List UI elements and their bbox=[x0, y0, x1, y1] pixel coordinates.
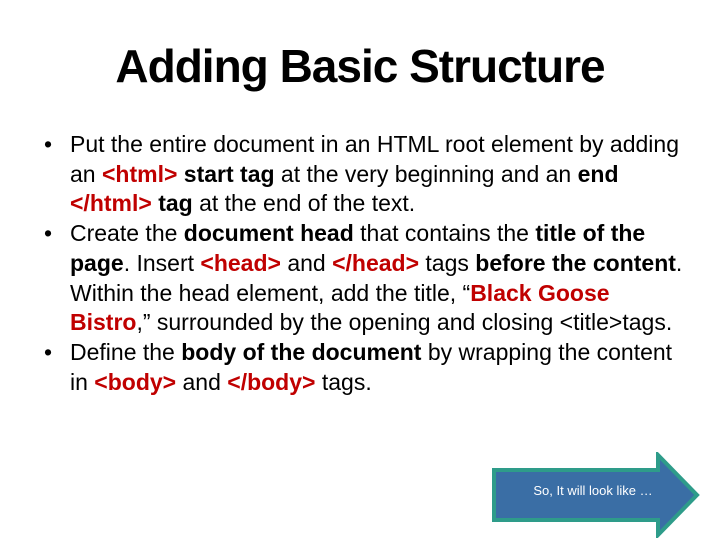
bullet-text-segment: by wrapping the content in bbox=[70, 338, 673, 395]
bullet-text-segment: <head> bbox=[200, 249, 281, 276]
bullet-text-segment: Create the bbox=[70, 220, 184, 247]
bullet-text-segment: end bbox=[577, 160, 619, 187]
bullet-text-segment: ,” surrounded by the opening and closing <title>tags. bbox=[136, 309, 673, 336]
bullet-text-segment: </head> bbox=[332, 249, 420, 276]
bullet-text-segment: </body> bbox=[227, 368, 316, 395]
bullet-text-segment: Define the bbox=[70, 338, 182, 365]
bullet-text-segment: that contains the bbox=[353, 220, 536, 247]
bullet-text-segment: document head bbox=[183, 220, 354, 247]
slide-title: Adding Basic Structure bbox=[115, 40, 605, 92]
bullet-text-segment: </html> bbox=[70, 190, 152, 217]
bullet-text-segment: before the content bbox=[475, 249, 676, 276]
bullet-item bbox=[44, 219, 694, 338]
bullet-text-segment: at the end of the text. bbox=[192, 190, 416, 217]
bullet-item bbox=[44, 130, 694, 219]
bullet-text-segment: <body> bbox=[94, 368, 177, 395]
bullet-text-segment: and bbox=[176, 368, 228, 395]
bullet-text-segment: body of the document bbox=[181, 338, 422, 365]
bullet-text-segment: . Insert bbox=[123, 249, 201, 276]
bullet-text-segment: Black Goose Bistro bbox=[70, 279, 610, 336]
bullet-text-segment: tags. bbox=[315, 368, 372, 395]
next-slide-label: So, It will look like … bbox=[533, 483, 653, 498]
bullet-text-segment: title of the page bbox=[70, 220, 646, 276]
bullet-text-segment: <html> bbox=[101, 160, 178, 187]
bullet-text-segment: Put the entire document in an HTML root element by adding an bbox=[70, 131, 679, 187]
bullet-text-segment: and bbox=[280, 249, 333, 276]
bullet-item bbox=[44, 338, 694, 397]
bullet-text-segment: . Within the head element, add the title, “ bbox=[70, 249, 683, 306]
bullet-list bbox=[44, 130, 694, 397]
bullet-text-segment: at the very beginning and an bbox=[274, 160, 578, 187]
bullet-text-segment: tag bbox=[151, 190, 193, 217]
bullet-text-segment: tags bbox=[419, 249, 476, 276]
next-slide-button[interactable] bbox=[490, 452, 700, 538]
bullet-text-segment: start tag bbox=[177, 160, 275, 187]
